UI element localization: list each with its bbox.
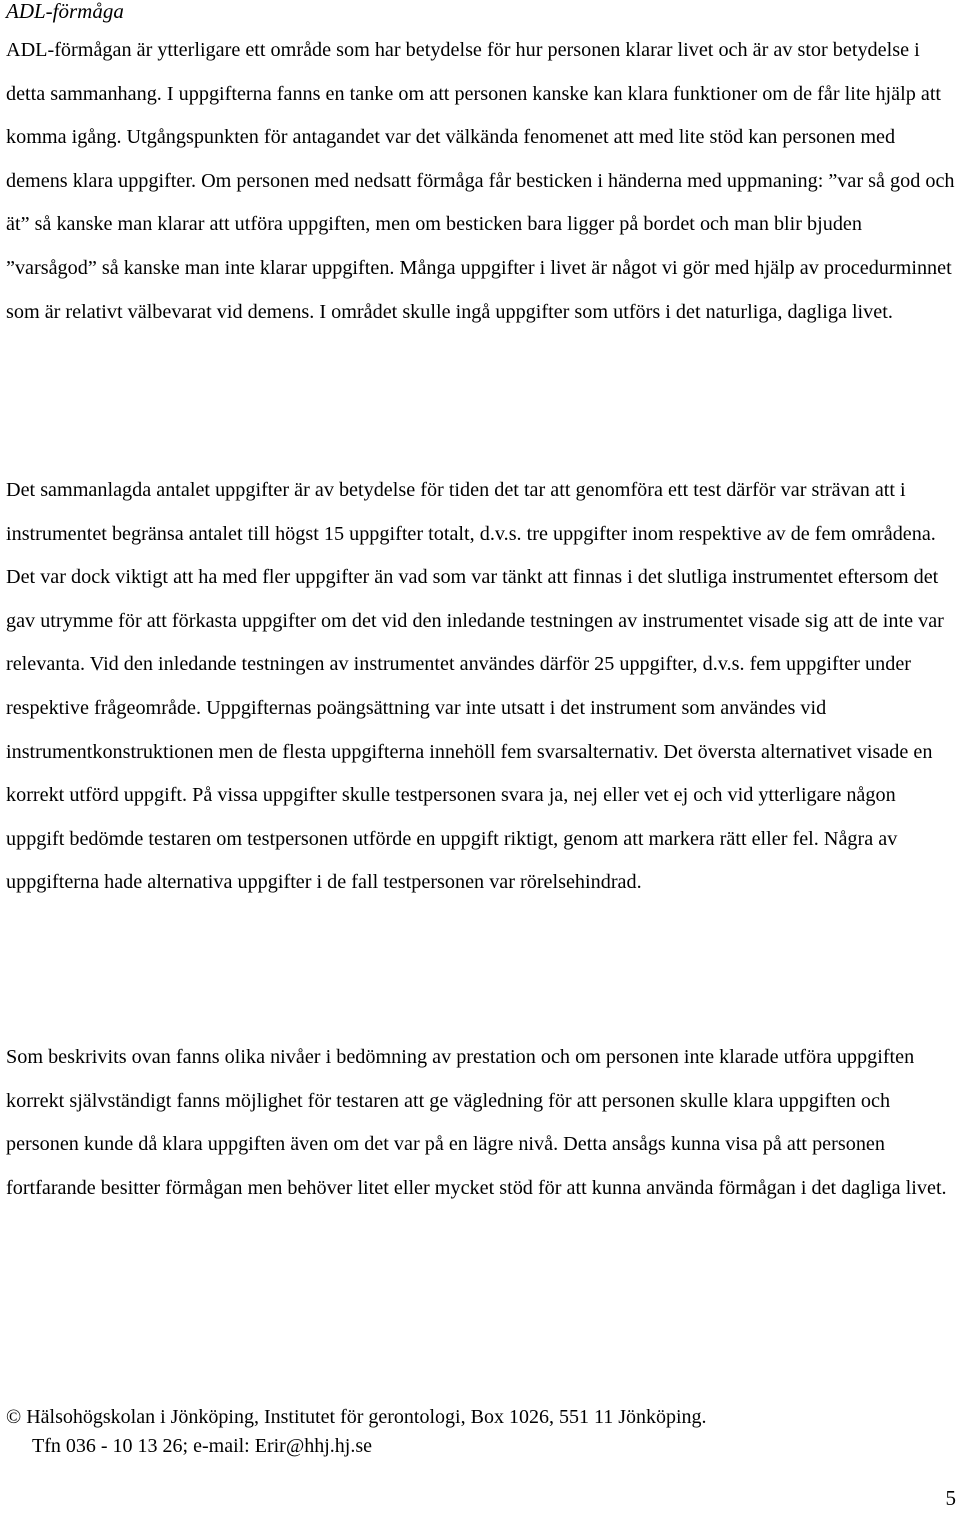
page-number: 5 [945,1486,956,1510]
paragraph-adl-intro: ADL-förmågan är ytterligare ett område som har betydelse för hur personen klarar livet och är av stor betydelse i detta sammanhang. I uppgifterna fanns en tanke om att personen kanske kan klara funktioner om de får lite hjälp att komma igång. Utgångspunkten för antagandet var det välkända fenomenet att med lite stöd kan personen med demens klara uppgifter. Om personen med nedsatt förmåga får besticken i händerna med uppmaning: ”var så god och ät” så kanske man klarar att utföra uppgiften, men om besticken bara ligger på bordet och man blir bjuden ”varsågod” så kanske man inte klarar uppgiften. Många uppgifter i livet är något vi gör med hjälp av procedurminnet som är relativt välbevarat vid demens. I området skulle ingå uppgifter som utförs i det naturliga, dagliga livet. [6,39,955,323]
section-heading: ADL-förmåga [6,0,124,23]
footer-address: © Hälsohögskolan i Jönköping, Institutet för gerontologi, Box 1026, 551 11 Jönköping. [6,1406,707,1428]
page-footer [6,1403,707,1461]
paragraph-assessment-levels: Som beskrivits ovan fanns olika nivåer i bedömning av prestation och om personen inte klarade utföra uppgiften korrekt självständigt fanns möjlighet för testaren att ge vägledning för att personen skulle klara uppgiften och personen kunde då klara uppgiften även om det var på en lägre nivå. Detta ansågs kunna visa på att personen fortfarande besitter förmågan men behöver litet eller mycket stöd för att kunna använda förmågan i det dagliga livet. [6,1046,947,1199]
footer-contact: Tfn 036 - 10 13 26; e-mail: Erir@hhj.hj.se [32,1435,373,1457]
paragraph-task-count: Det sammanlagda antalet uppgifter är av betydelse för tiden det tar att genomföra ett test därför var strävan att i instrumentet begränsa antalet till högst 15 uppgifter totalt, d.v.s. tre uppgifter inom respektive av de fem områdena. Det var dock viktigt att ha med fler uppgifter än vad som var tänkt att finnas i det slutliga instrumentet eftersom det gav utrymme för att förkasta uppgifter om det vid den inledande testningen av instrumentet visade sig att de inte var relevanta. Vid den inledande testningen av instrumentet användes därför 25 uppgifter, d.v.s. fem uppgifter under respektive frågeområde. Uppgifternas poängsättning var inte utsatt i det instrument som användes vid instrumentkonstruktionen men de flesta uppgifterna innehöll fem svarsalternativ. Det översta alternativet visade en korrekt utförd uppgift. På vissa uppgifter skulle testpersonen svara ja, nej eller vet ej och vid ytterligare någon uppgift bedömde testaren om testpersonen utförde en uppgift riktigt, genom att markera rätt eller fel. Några av uppgifterna hade alternativa uppgifter i de fall testpersonen var rörelsehindrad. [6,479,944,894]
